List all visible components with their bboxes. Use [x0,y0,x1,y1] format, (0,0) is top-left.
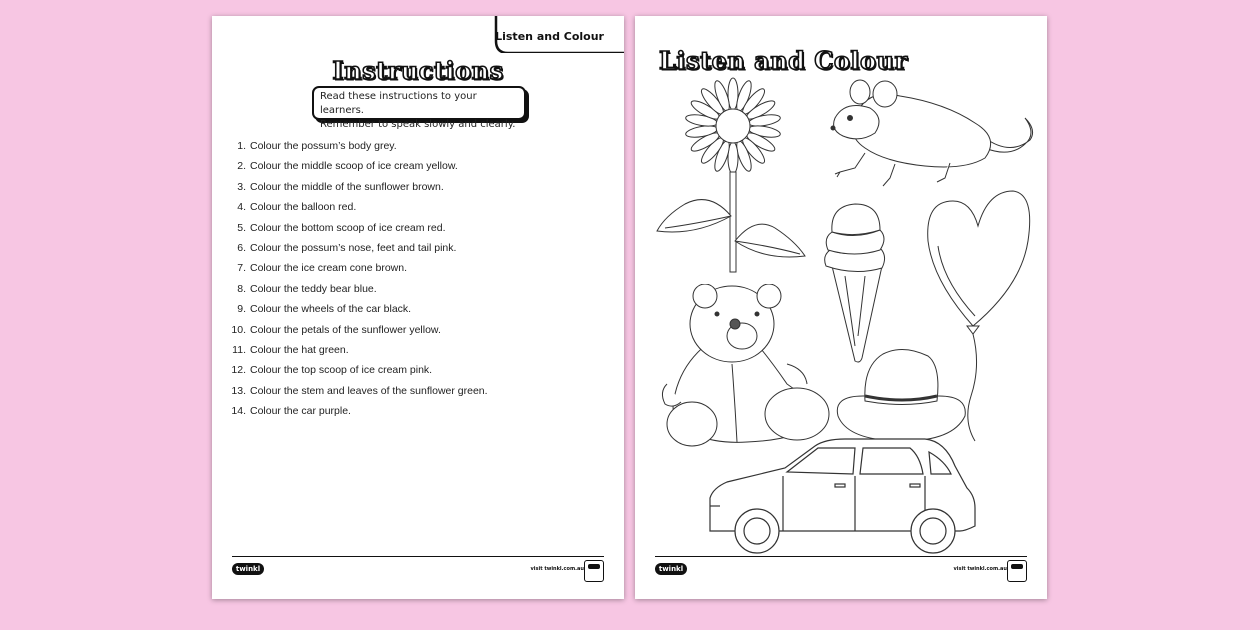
instruction-list [230,136,600,421]
teddy-bear-icon [657,284,832,449]
car-icon [705,436,980,554]
hat-icon [833,346,969,446]
twinkl-logo: twinkl [655,563,687,575]
list-item: 10. Colour the petals of the sunflower yellow. [231,323,441,336]
footer-url: visit twinkl.com.au [530,566,584,572]
sunflower-icon [655,76,815,276]
list-item: 11. Colour the hat green. [232,343,349,356]
list-item: 4. Colour the balloon red. [237,201,357,214]
list-item: 1. Colour the possum’s body grey. [237,140,397,152]
possum-icon [825,78,1040,188]
list-item: 12. Colour the top scoop of ice cream pink. [231,364,433,377]
teacher-note [312,86,526,130]
list-item: 7. Colour the ice cream cone brown. [237,262,407,275]
footer-divider [655,556,1027,557]
twinkl-logo: twinkl [232,563,264,575]
list-item: 3. Colour the middle of the sunflower brown. [237,180,444,193]
footer-divider [232,556,604,557]
header-tab-label: Listen and Colour [495,30,604,43]
list-item: 13. Colour the stem and leaves of the sunflower green. [231,384,488,397]
page-title: Instructions [332,56,504,85]
page-title: Listen and Colour [659,46,908,75]
list-item: 9. Colour the wheels of the car black. [237,303,412,316]
badge-icon [1007,560,1027,582]
teacher-note-line: Remember to speak slowly and clearly. [320,119,516,130]
list-item: 8. Colour the teddy bear blue. [237,282,377,295]
instructions-page [212,16,624,599]
list-item: 2. Colour the middle scoop of ice cream yellow. [237,160,458,173]
list-item: 5. Colour the bottom scoop of ice cream red. [237,221,446,234]
header-tab [494,16,624,53]
badge-icon [584,560,604,582]
list-item: 14. Colour the car purple. [231,405,351,418]
teacher-note-line: Read these instructions to your learners. [320,91,477,116]
footer-url: visit twinkl.com.au [953,566,1007,572]
list-item: 6. Colour the possum’s nose, feet and tail pink. [237,241,457,254]
colouring-page [635,16,1047,599]
